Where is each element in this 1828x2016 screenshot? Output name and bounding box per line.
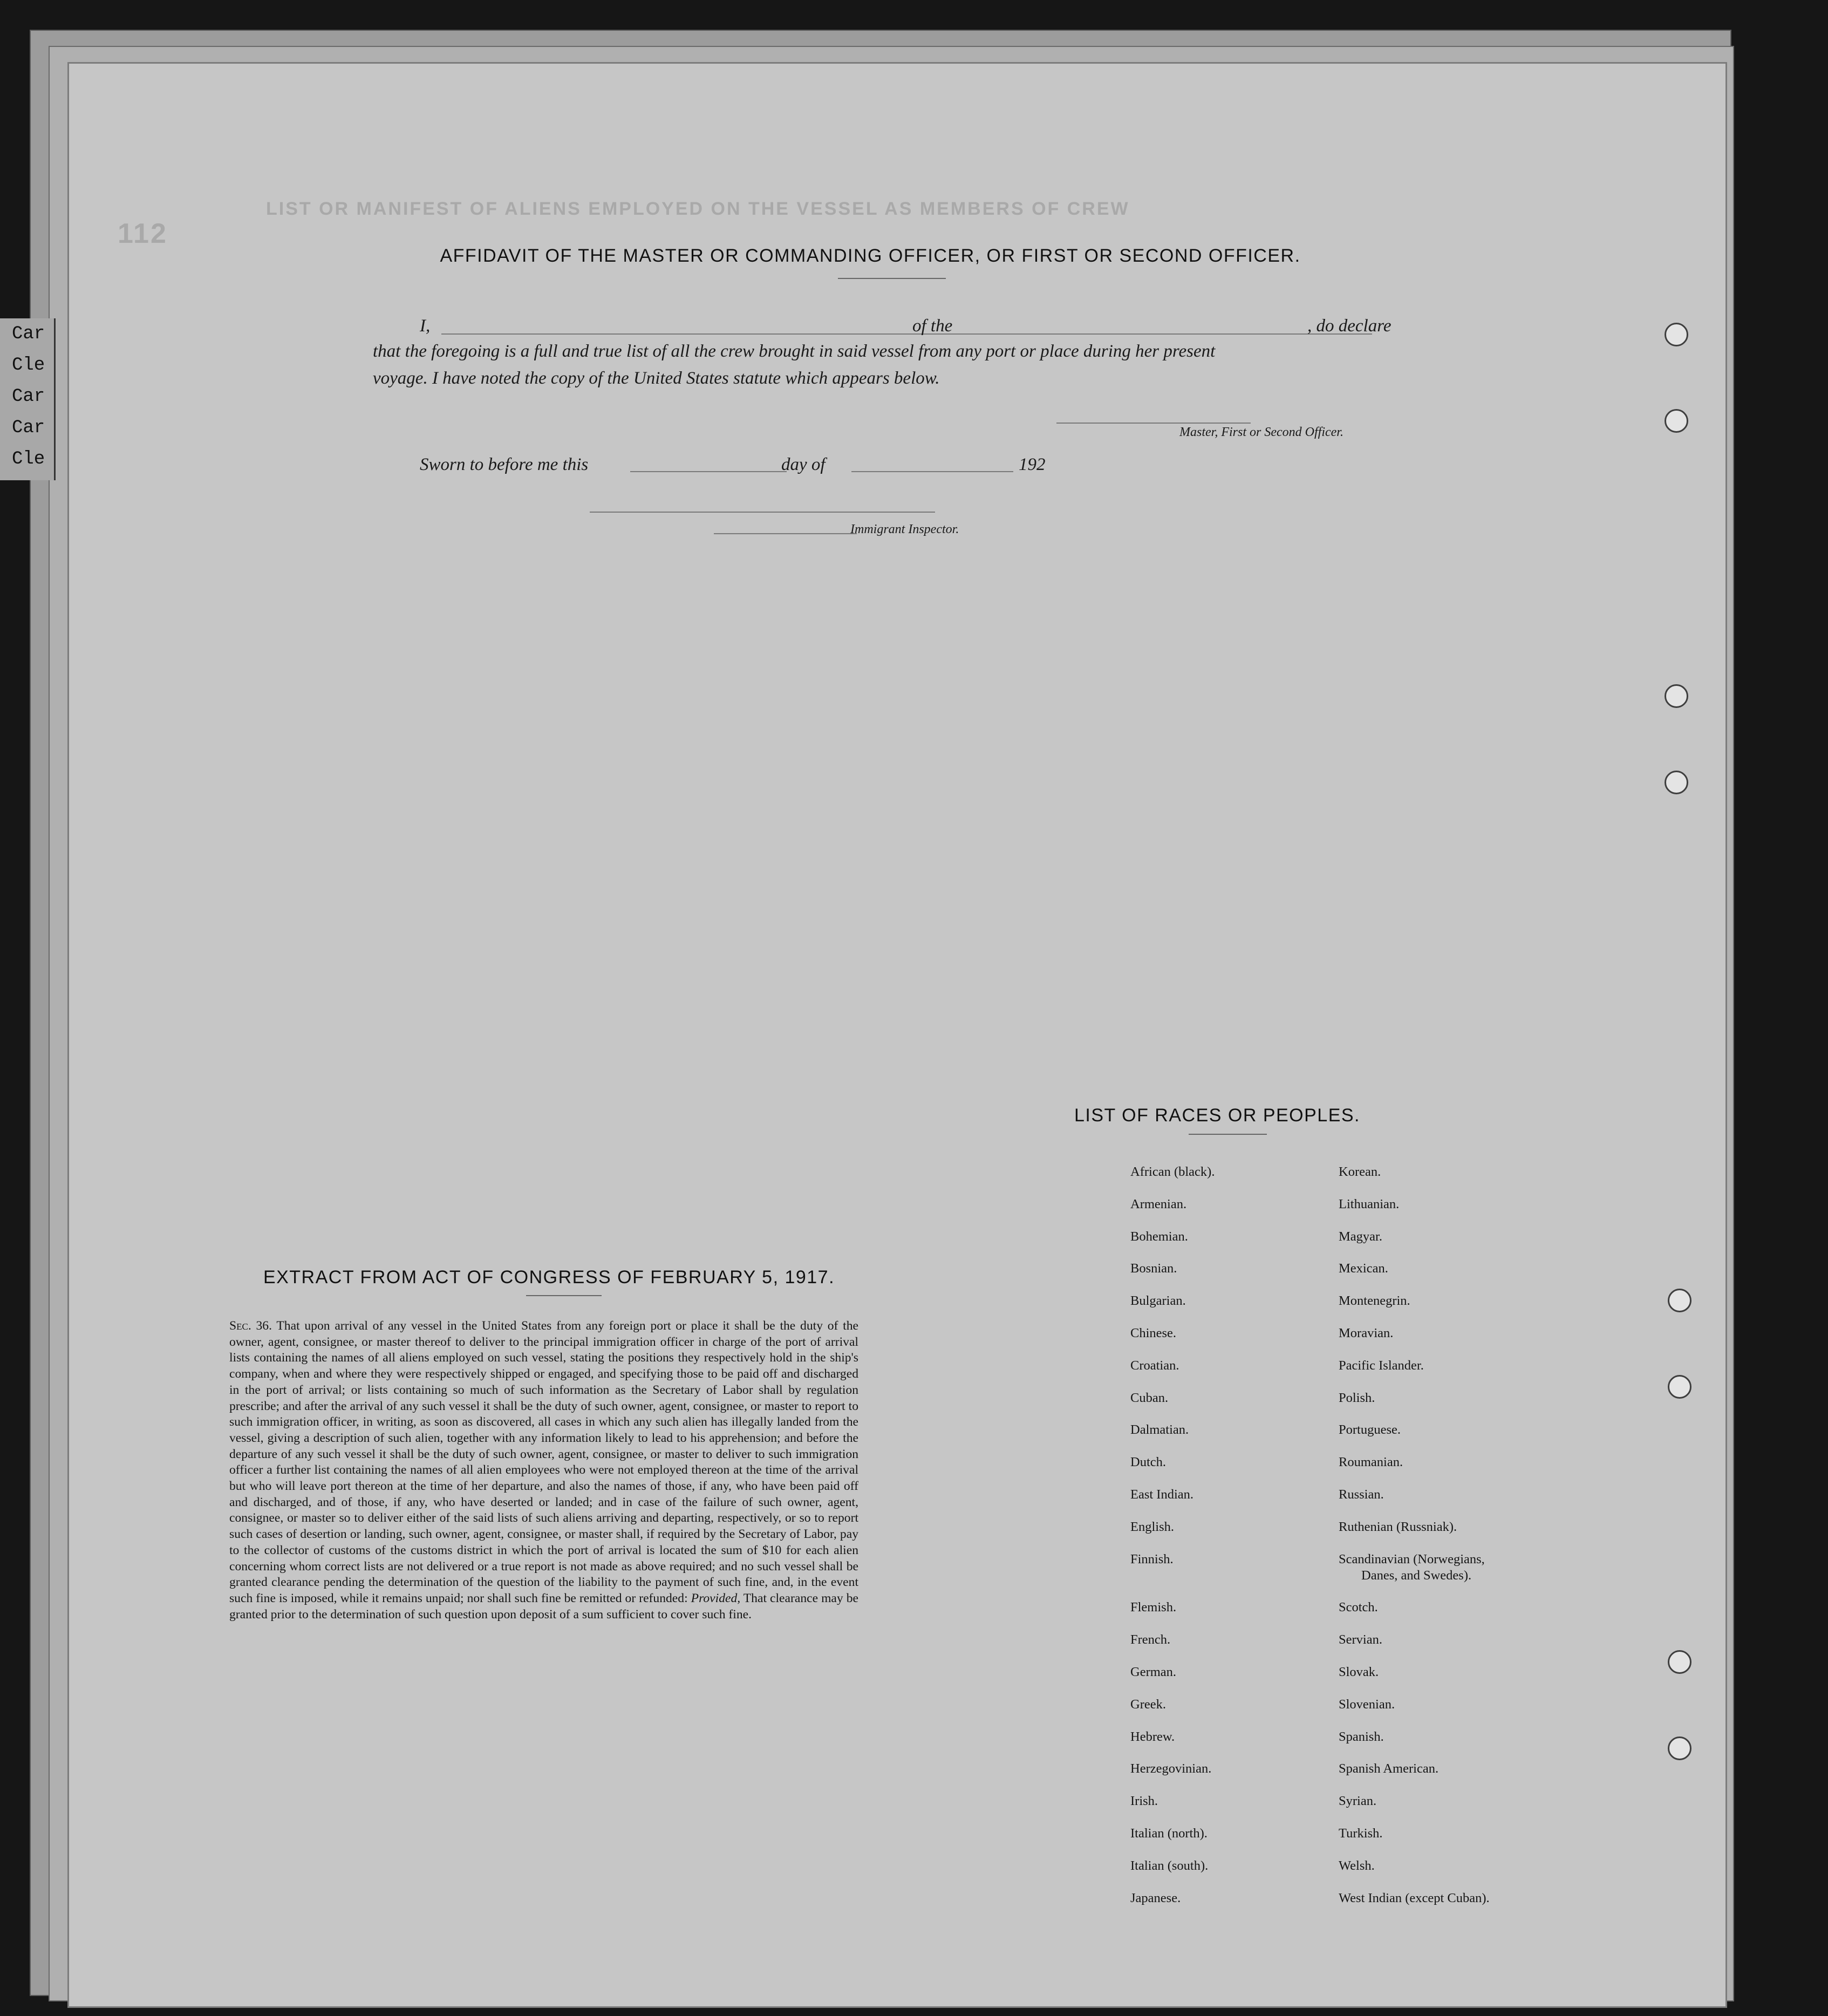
race-item: English. (1130, 1520, 1174, 1534)
race-item: French. (1130, 1632, 1171, 1647)
race-item: Slovenian. (1339, 1697, 1395, 1712)
affidavit-title: AFFIDAVIT OF THE MASTER OR COMMANDING OFFICER, OR FIRST OR SECOND OFFICER. (440, 246, 1301, 266)
punch-hole (1668, 1736, 1691, 1760)
punch-hole (1668, 1289, 1691, 1312)
races-title: LIST OF RACES OR PEOPLES. (1074, 1105, 1361, 1126)
race-item: Japanese. (1130, 1891, 1181, 1905)
race-item: Turkish. (1339, 1826, 1383, 1841)
master-caption: Master, First or Second Officer. (1179, 425, 1343, 439)
race-item: Lithuanian. (1339, 1197, 1400, 1211)
race-item: Syrian. (1339, 1794, 1377, 1808)
punch-hole (1665, 684, 1688, 708)
race-item: African (black). (1130, 1164, 1215, 1179)
sworn-mid: day of (781, 455, 826, 474)
sworn-start: Sworn to before me this (420, 455, 589, 474)
race-item: Greek. (1130, 1697, 1166, 1712)
margin-fragment: Car (12, 386, 45, 407)
race-item: Bulgarian. (1130, 1293, 1186, 1308)
race-item: Bohemian. (1130, 1229, 1188, 1244)
punch-hole (1665, 323, 1688, 346)
punch-hole (1668, 1650, 1691, 1674)
margin-fragment: Cle (12, 355, 45, 376)
show-through-title: LIST OR MANIFEST OF ALIENS EMPLOYED ON THE VESSEL AS MEMBERS OF CREW (266, 199, 1130, 219)
affidavit-line1-start: I, (420, 316, 431, 336)
extract-title: EXTRACT FROM ACT OF CONGRESS OF FEBRUARY 5, 1917. (263, 1267, 835, 1288)
race-item: Hebrew. (1130, 1729, 1175, 1744)
race-item: Spanish. (1339, 1729, 1384, 1744)
affidavit-line2: that the foregoing is a full and true list of all the crew brought in said vessel from any port or place during her present (373, 342, 1216, 361)
race-item: Ruthenian (Russniak). (1339, 1520, 1457, 1534)
race-item: Montenegrin. (1339, 1293, 1410, 1308)
inspector-signature-line[interactable] (590, 512, 935, 513)
race-item: Herzegovinian. (1130, 1761, 1212, 1776)
race-item: Moravian. (1339, 1326, 1394, 1340)
race-item: Dalmatian. (1130, 1422, 1189, 1437)
race-item: Flemish. (1130, 1600, 1177, 1615)
race-item: Scandinavian (Norwegians, (1339, 1552, 1485, 1567)
affidavit-line3: voyage. I have noted the copy of the United States statute which appears below. (373, 369, 940, 388)
race-item: Pacific Islander. (1339, 1358, 1424, 1373)
race-item: Italian (south). (1130, 1858, 1209, 1873)
race-item: East Indian. (1130, 1487, 1194, 1502)
race-item: Spanish American. (1339, 1761, 1439, 1776)
race-item: Korean. (1339, 1164, 1381, 1179)
section-number: Sec. 36. (229, 1319, 272, 1333)
affidavit-line1-end: , do declare (1307, 316, 1392, 336)
race-item: Roumanian. (1339, 1455, 1403, 1469)
extract-body (229, 1318, 858, 1623)
race-item: Armenian. (1130, 1197, 1187, 1211)
margin-fragment: Cle (12, 449, 45, 469)
month-fill-line[interactable] (851, 471, 1013, 472)
master-signature-line[interactable] (1056, 423, 1251, 424)
race-item: Slovak. (1339, 1665, 1379, 1679)
show-through-page-number: 112 (118, 218, 168, 249)
race-item: Irish. (1130, 1794, 1158, 1808)
race-item: Chinese. (1130, 1326, 1177, 1340)
affidavit-line1-mid: of the (912, 316, 953, 336)
race-item: Polish. (1339, 1391, 1375, 1405)
race-item: Mexican. (1339, 1261, 1388, 1276)
name-fill-line[interactable] (441, 333, 973, 335)
section-text: That upon arrival of any vessel in the United States from any foreign port or place it shall be the duty of the owner, agent, consignee, or master thereof to deliver to the principal immigration officer in charge of the port of arrival lists containing the names of all aliens employed on such vessel, stating the positions they respectively hold in the ship's company, when and where they were respectively shipped or engaged, and specifying those to be paid off and discharged in the port of arrival; or lists containing so much of such information as the Secretary of Labor shall by regulation prescribe; and after the arrival of any such vessel it shall be the duty of such owner, agent, consignee, or master to report to such immigration officer, in writing, as soon as discovered, all cases in which any such alien has illegally landed from the vessel, giving a description of such alien, together with any information likely to lead to his apprehension; and before the departure of any such vessel it shall be the duty of such owner, agent, consignee, or master to deliver to such immigration officer a further list containing the names of all alien employees who were not employed thereon at the time of the arrival but who will leave port thereon at the time of her departure, and also the names of those, if any, who have been paid off and discharged, and of those, if any, who have deserted or landed; and in case of the failure of such owner, agent, consignee, or master so to deliver either of the said lists of such aliens arriving and departing, respectively, or so to report such cases of desertion or landing, such owner, agent, consignee, or master shall, if required by the Secretary of Labor, pay to the collector of customs of the customs district in which the port of arrival is located the sum of $10 for each alien concerning whom correct lists are not delivered or a true report is not made as above required; and no such vessel shall be granted clearance pending the determination of the question of the liability to the payment of such fine, and, in the event such fine is imposed, while it remains unpaid; nor shall such fine be remitted or refunded: (229, 1319, 858, 1605)
race-item: West Indian (except Cuban). (1339, 1891, 1490, 1905)
race-item: Italian (north). (1130, 1826, 1208, 1841)
inspector-caption: Immigrant Inspector. (850, 522, 959, 536)
margin-fragment: Car (12, 324, 45, 344)
provided-word: Provided, (691, 1591, 741, 1605)
race-item: Scotch. (1339, 1600, 1378, 1615)
punch-hole (1665, 771, 1688, 794)
divider (838, 278, 946, 279)
race-item: Croatian. (1130, 1358, 1179, 1373)
race-item: German. (1130, 1665, 1177, 1679)
race-item: Dutch. (1130, 1455, 1166, 1469)
sworn-year: 192 (1019, 455, 1046, 474)
race-item: Welsh. (1339, 1858, 1375, 1873)
divider (1189, 1134, 1267, 1135)
day-fill-line[interactable] (630, 471, 787, 472)
race-item: Cuban. (1130, 1391, 1169, 1405)
divider (526, 1295, 602, 1296)
section-tail: That clearance may be granted prior to the determination of such question upon deposit of a sum sufficient to cover such fine. (229, 1591, 858, 1622)
race-item: Finnish. (1130, 1552, 1174, 1567)
race-item: Bosnian. (1130, 1261, 1177, 1276)
race-item: Danes, and Swedes). (1361, 1568, 1472, 1583)
left-margin-strip (0, 318, 56, 480)
punch-hole (1665, 409, 1688, 433)
race-item: Servian. (1339, 1632, 1382, 1647)
race-item: Magyar. (1339, 1229, 1382, 1244)
punch-hole (1668, 1375, 1691, 1399)
race-item: Portuguese. (1339, 1422, 1401, 1437)
race-item: Russian. (1339, 1487, 1384, 1502)
manifest-page (67, 62, 1727, 2008)
inspector-signature-line-short[interactable] (714, 533, 857, 534)
margin-fragment: Car (12, 418, 45, 438)
